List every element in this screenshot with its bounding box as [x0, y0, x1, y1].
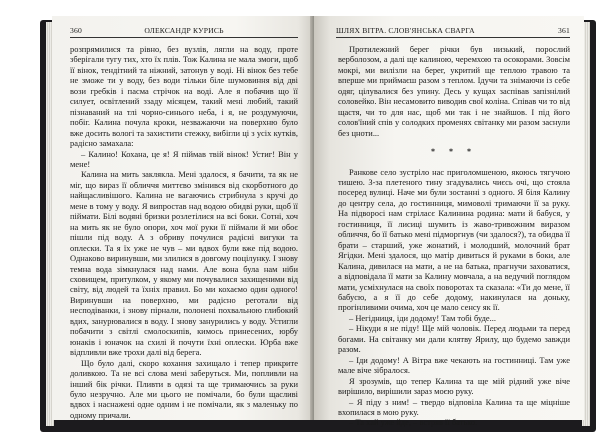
paragraph: – Калино! Кохана, це я! Я піймав твій вінок! Устиг! Він у мене! [70, 148, 298, 169]
paragraph: – Нікуди я не піду! Ще мій чоловік. Перед людьми та перед богами. На світанку ми дали клятву Ярилу, що будемо завжди разом. [338, 323, 570, 355]
paragraph: Я зрозумів, що тепер Калина та ще мій рідний уже віче вирішило, вирішили зараз моєю руку. [338, 375, 570, 397]
right-running-head [336, 26, 570, 38]
right-page-text [338, 44, 570, 428]
right-page-number: 361 [558, 26, 570, 35]
right-page [314, 16, 584, 428]
right-running-title: ШЛЯХ ВІТРА. СЛОВ'ЯНСЬКА СВАРГА [336, 26, 475, 35]
paragraph: – Іди додому! А Вітра вже чекають на гостинниці. Там уже мале віче зібралося. [338, 354, 570, 376]
left-running-title: ОЛЕКСАНДР КУРИСЬ [144, 26, 224, 35]
open-book [30, 14, 596, 428]
paragraph: – Та хай уже йде, – встряв її батько. [349, 417, 478, 428]
left-header-rule [70, 37, 298, 38]
left-page [52, 16, 314, 420]
paragraph: Калина на мить заклякла. Мені здалося, я бачити, та як не міг, що вираз її обличчя миттєво змінився від скорботного до найщасливішого. Калина не вагаючись стрибнула з кручі до мене в тому у воду. Я випростав над водою обидві руки, щоб її піймати. Білі водяні бризки розлетілися на всі боки. Сотні, хоч на мить як не було опори, хоч мої руки її піймали й ми обоє пішли під воду. А з обриву почулися радісні вигуки та оплески. Та я їх уже не чув – ми вдвох були вже під водою. Однаково виринувши, ми злилися в довгому поцілунку. І знову темна вода зімкнулася над нами. Але вона була нам ніби сховищем, притулком, у якому ми почувалися захищеними від світу, від людей та їхніх правил. Бо ми кохаємо один одного! Виринувши на поверхню, ми радісно реготали від несподіванки, і знову пірнали, полонені похвальною глибокий вдих, занурювалися в воду. І знову занурились у воду. Устигли побачити з світлі смолоскипів, кимось принесених, юрбу юнаків і юначок на схилі й почути їхні оплески. Юрба вже відпливли вже трохи далі від берега. [70, 169, 298, 358]
paragraph: розпрямилися та рівно, без вузлів, лягли на воду, проте зберігали тугу тих, хто їх плів. Тож Калина не мала змоги, щоб її вінок, тендітний та ніжний, затонув у воді. Ні вінок без тебе не зможе ти у воду, без води тільки біле шумовиння від дві вози гребків і пасма стрічок на воді. Але я побачив що її силует, освітлений ззаду місяцем, такий мені любий, такий пізнаваний на тлі чорно-синього неба, і я, не роздумуючи, побіг. Калина почула кроки, незважаючи на поверхню було вже досить вологі та захистити стежку, вибігли ці з усіх кутків, радісно замахала: [70, 44, 298, 149]
paragraph: – Я піду з ним! – твердо відповіла Калина та ще міцніше вхопилася в мою руку. [338, 396, 570, 417]
right-header-rule [336, 37, 570, 38]
paragraph: Протилежний берег річки був низький, порослий верболозом, а далі ще калиною, черемхою та осокорами. Зовсім мокрі, ми вилізли на берег, укритий ще теплою травою та вперше ми приймаєш разом з теплом. Ідучи та знімаючи із себе одяг, цілувалися без упину. Десь у кущах заспівав запізнілий соловейко. Він несамовито виводив свої коліна. Співав чи то від щастя, чи то для нас, щоб ми так і не знайшов. І під його солов'їний спів у солодких променях світанку ми разом заснули без цноти... [338, 44, 570, 138]
paragraph: Що було далі, скоро кохання захищало і тепер прикрите доливкою. Та не всі слова мені заберуться. Ми, попливли на інший бік річки. Пливти в одязі та ще тримаючись за руки було незручно. Але ми цього не помічали, бо були щасливі вдвох і наснажені одне одним і не помічали, як з маленьку по одному причали. [70, 357, 298, 420]
left-page-text [70, 44, 298, 420]
left-page-number: 360 [70, 26, 82, 35]
paragraph: Ранкове село зустріло нас приголомшеною, якоюсь тягучою тишею. З-за плетеного тину згадувались чиєсь очі, що стояла посеред вулиці. Наче ми були зостанні з одного. Я біля Калину до центру села, до гостинниця, мимоволі тримаючи її за руку. На підворосі нам стріласє Калинина родина: мати й бабуся, у гостинниця, її лисиці шумить із жаво-тривожним виразом обличчя, бо її батько мені підморгнув (чи здалося?), та обидва її брати – старший, уже жонатий, і молодший, молочний брат Ягідки. Мені здалося, що матір дивиться й руками в боки, але Калина, дивилася на мати, а не на батька, прагнучи заховатися, а відповідала її мати за Калину мовчала, а на ведучий поглядом мати, усміхнулася на своїх поворотах та сказала: «Ти до мене, її бабусю, а я її до себе додому, накинулася на доньку, прогінливими очима, хоч це мало сенсу як її. [338, 166, 570, 313]
left-running-head [70, 26, 298, 38]
paragraph: – Негідниця, іди додому! Там тобі буде... [349, 312, 496, 323]
section-separator: * * * [431, 147, 477, 157]
